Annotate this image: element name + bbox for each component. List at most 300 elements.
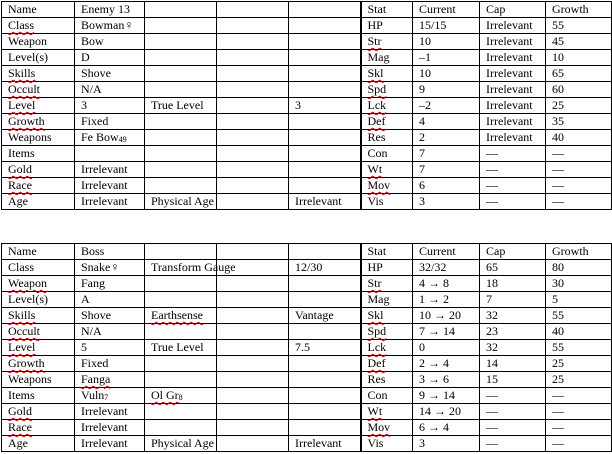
row-value [289, 66, 361, 82]
cell-text: 32/32 [419, 260, 447, 274]
row-value [75, 308, 145, 324]
cell-text: Snake♀ [81, 260, 120, 274]
cell-text: — [486, 194, 498, 208]
table-row [2, 372, 612, 388]
row-value [145, 162, 217, 178]
cell-text: Name [8, 2, 37, 16]
cell-text: Irrelevant [81, 436, 128, 450]
row-value [75, 98, 145, 114]
stat-current [413, 260, 480, 276]
stat-current [413, 178, 480, 194]
row-value [217, 388, 289, 404]
stat-current [413, 98, 480, 114]
subscript-value: 8 [178, 393, 183, 402]
enemy-13-stat-table [1, 1, 612, 210]
row-label [2, 292, 75, 308]
row-value [145, 276, 217, 292]
cell-text: Growth [552, 244, 589, 258]
cell-text: Irrelevant [486, 18, 533, 32]
cell-text: 7 [419, 162, 425, 176]
row-value [145, 292, 217, 308]
stat-growth [546, 404, 612, 420]
subscript-value: 49 [118, 135, 127, 144]
row-value [145, 18, 217, 34]
stat-name [361, 356, 413, 372]
cell-text: Level [8, 98, 36, 112]
cell-text: Physical Age [151, 194, 214, 208]
table-row [2, 388, 612, 404]
stat-current [413, 2, 480, 18]
stat-name [361, 404, 413, 420]
row-label [2, 50, 75, 66]
row-value [217, 162, 289, 178]
row-value [289, 130, 361, 146]
cell-text: — [486, 420, 498, 434]
row-label [2, 420, 75, 436]
stat-current [413, 244, 480, 260]
cell-text: Cap [486, 244, 506, 258]
stat-cap [480, 82, 546, 98]
stat-cap [480, 404, 546, 420]
row-value [217, 18, 289, 34]
row-value [75, 130, 145, 146]
cell-text: Irrelevant [486, 130, 533, 144]
stat-current [413, 404, 480, 420]
stat-growth [546, 340, 612, 356]
stat-cap [480, 372, 546, 388]
row-value [75, 66, 145, 82]
row-value [145, 66, 217, 82]
cell-text: Weapon [8, 34, 48, 48]
cell-text: Skills [8, 308, 36, 322]
cell-text: N/A [81, 82, 102, 96]
cell-text: Spd [367, 324, 387, 338]
cell-text: Wt [367, 404, 383, 418]
cell-text: True Level [151, 340, 204, 354]
cell-text: — [486, 146, 498, 160]
cell-text: Gold [8, 404, 32, 418]
cell-text: Skl [367, 308, 384, 322]
cell-text: 35 [552, 114, 564, 128]
row-value [145, 404, 217, 420]
table-row [2, 162, 612, 178]
stat-name [361, 420, 413, 436]
cell-text: Irrelevant [81, 162, 128, 176]
row-label [2, 178, 75, 194]
row-value [145, 34, 217, 50]
cell-text: Current [419, 244, 456, 258]
stat-growth [546, 260, 612, 276]
cell-text: Irrelevant [486, 66, 533, 80]
row-value [145, 420, 217, 436]
cell-text: Growth [8, 114, 45, 128]
cell-text: Ol Gr [151, 388, 179, 402]
stat-name [361, 34, 413, 50]
stat-growth [546, 436, 612, 452]
stat-growth [546, 356, 612, 372]
cell-text: 3 [419, 194, 425, 208]
stat-name [361, 372, 413, 388]
cell-text: 3 [419, 436, 425, 450]
row-value [145, 388, 217, 404]
stat-growth [546, 292, 612, 308]
stat-growth [546, 244, 612, 260]
stat-cap [480, 292, 546, 308]
stat-name [361, 260, 413, 276]
stat-name [361, 2, 413, 18]
cell-text: Irrelevant [81, 194, 128, 208]
row-value [75, 82, 145, 98]
stat-growth [546, 324, 612, 340]
cell-text: Vuln [81, 388, 105, 402]
row-value [289, 308, 361, 324]
stat-growth [546, 372, 612, 388]
stat-growth [546, 308, 612, 324]
cell-text: Skl [367, 66, 384, 80]
cell-text: 7 [486, 292, 492, 306]
cell-text: Boss [81, 244, 105, 258]
cell-text: 1 → 2 [419, 292, 449, 306]
stat-name [361, 292, 413, 308]
row-value [145, 2, 217, 18]
row-value [75, 146, 145, 162]
cell-text: 15 [486, 372, 498, 386]
row-value [289, 50, 361, 66]
row-value [217, 436, 289, 452]
cell-text: 6 [419, 178, 425, 192]
cell-text: Def [367, 114, 386, 128]
stat-growth [546, 18, 612, 34]
cell-text: Vis [367, 194, 384, 208]
cell-text: Level(s) [8, 292, 48, 306]
stat-growth [546, 194, 612, 210]
row-value [289, 114, 361, 130]
stat-current [413, 308, 480, 324]
stat-name [361, 436, 413, 452]
cell-text: Vantage [295, 308, 334, 322]
cell-text: 7.5 [295, 340, 310, 354]
stat-current [413, 34, 480, 50]
stat-cap [480, 146, 546, 162]
stat-cap [480, 308, 546, 324]
cell-text: Str [367, 276, 382, 290]
cell-text: Def [367, 356, 386, 370]
cell-text: Spd [367, 82, 387, 96]
cell-text: — [552, 420, 564, 434]
cell-text: 25 [552, 372, 564, 386]
stat-current [413, 292, 480, 308]
row-label [2, 34, 75, 50]
stat-growth [546, 82, 612, 98]
cell-text: N/A [81, 324, 102, 338]
stat-current [413, 324, 480, 340]
table-row [2, 194, 612, 210]
cell-text: Skills [8, 66, 36, 80]
row-value [145, 308, 217, 324]
cell-text: Irrelevant [81, 420, 128, 434]
table-row [2, 98, 612, 114]
table-row [2, 66, 612, 82]
row-value [217, 194, 289, 210]
row-value [145, 194, 217, 210]
row-value [289, 324, 361, 340]
cell-text: Irrelevant [295, 194, 342, 208]
row-value [75, 340, 145, 356]
cell-text: Cap [486, 2, 506, 16]
row-value [289, 436, 361, 452]
row-label [2, 162, 75, 178]
row-value [289, 404, 361, 420]
row-value [217, 308, 289, 324]
cell-text: 30 [552, 276, 564, 290]
row-value [217, 324, 289, 340]
cell-text: — [486, 404, 498, 418]
stat-current [413, 194, 480, 210]
row-value [289, 82, 361, 98]
row-value [289, 18, 361, 34]
stat-name [361, 244, 413, 260]
cell-text: 2 [419, 130, 425, 144]
cell-text: Irrelevant [81, 404, 128, 418]
table-row [2, 276, 612, 292]
table-row [2, 260, 612, 276]
stat-growth [546, 2, 612, 18]
row-value [289, 244, 361, 260]
row-value [217, 50, 289, 66]
row-value [75, 276, 145, 292]
row-value [289, 292, 361, 308]
row-value [75, 194, 145, 210]
row-value [75, 114, 145, 130]
boss-stat-table [1, 243, 612, 452]
cell-text: Mov [367, 178, 391, 192]
stat-name [361, 276, 413, 292]
cell-text: 10 → 20 [419, 308, 461, 322]
stat-cap [480, 18, 546, 34]
row-value [145, 50, 217, 66]
row-value [145, 324, 217, 340]
row-value [217, 292, 289, 308]
cell-text: Growth [552, 2, 589, 16]
stat-growth [546, 114, 612, 130]
row-value [289, 420, 361, 436]
cell-text: — [552, 436, 564, 450]
subscript-value: 7 [104, 393, 109, 402]
table-row [2, 2, 612, 18]
row-label [2, 98, 75, 114]
stat-current [413, 18, 480, 34]
cell-text: 4 → 8 [419, 276, 449, 290]
stat-current [413, 130, 480, 146]
cell-text: 2 → 4 [419, 356, 449, 370]
stat-name [361, 340, 413, 356]
stat-cap [480, 260, 546, 276]
row-label [2, 356, 75, 372]
cell-text: Weapon [8, 276, 48, 290]
stat-cap [480, 2, 546, 18]
stat-name [361, 98, 413, 114]
cell-text: Current [419, 2, 456, 16]
cell-text: Irrelevant [486, 50, 533, 64]
cell-text: 5 [81, 340, 87, 354]
cell-text: Fanga [81, 372, 111, 386]
row-value [75, 2, 145, 18]
row-value [145, 146, 217, 162]
row-value [217, 178, 289, 194]
cell-text: 45 [552, 34, 564, 48]
row-value [75, 162, 145, 178]
row-label [2, 194, 75, 210]
cell-text: Con [367, 388, 388, 402]
row-value [289, 146, 361, 162]
stat-current [413, 372, 480, 388]
cell-text: Stat [367, 244, 387, 258]
stat-current [413, 66, 480, 82]
row-label [2, 260, 75, 276]
cell-text: 15/15 [419, 18, 447, 32]
cell-text: Bowman♀ [81, 18, 134, 32]
stat-current [413, 340, 480, 356]
cell-text: 23 [486, 324, 498, 338]
row-value [289, 162, 361, 178]
cell-text: Fang [81, 276, 105, 290]
stat-growth [546, 420, 612, 436]
cell-text: Earthsense [151, 308, 203, 322]
stat-cap [480, 178, 546, 194]
cell-text: Items [8, 388, 35, 402]
cell-text: Con [367, 146, 388, 160]
stat-cap [480, 356, 546, 372]
row-value [217, 66, 289, 82]
stat-growth [546, 98, 612, 114]
cell-text: — [552, 388, 564, 402]
stat-cap [480, 130, 546, 146]
row-value [75, 244, 145, 260]
stat-growth [546, 66, 612, 82]
cell-text: Stat [367, 2, 387, 16]
row-value [289, 178, 361, 194]
cell-text: 9 [419, 82, 425, 96]
row-label [2, 388, 75, 404]
cell-text: Growth [8, 356, 45, 370]
stat-growth [546, 146, 612, 162]
stat-current [413, 146, 480, 162]
table-row [2, 130, 612, 146]
cell-text: — [552, 178, 564, 192]
stat-cap [480, 436, 546, 452]
table-row [2, 146, 612, 162]
row-value [75, 50, 145, 66]
stat-cap [480, 194, 546, 210]
cell-text: — [552, 194, 564, 208]
row-value [75, 34, 145, 50]
row-value [145, 260, 236, 276]
row-value [289, 194, 361, 210]
stat-name [361, 82, 413, 98]
stat-name [361, 194, 413, 210]
row-value [75, 178, 145, 194]
cell-text: — [552, 146, 564, 160]
stat-growth [546, 178, 612, 194]
cell-text: Level [8, 340, 36, 354]
row-value [75, 292, 145, 308]
cell-text: Enemy 13 [81, 2, 130, 16]
stat-growth [546, 130, 612, 146]
cell-text: Fixed [81, 114, 109, 128]
cell-text: –2 [419, 98, 431, 112]
cell-text: Wt [367, 162, 383, 176]
table-row [2, 292, 612, 308]
cell-text: Irrelevant [486, 34, 533, 48]
stat-cap [480, 276, 546, 292]
table-row [2, 18, 612, 34]
cell-text: — [486, 178, 498, 192]
cell-text: 55 [552, 340, 564, 354]
stat-current [413, 276, 480, 292]
cell-text: HP [367, 18, 383, 32]
cell-text: 40 [552, 130, 564, 144]
row-value [217, 130, 289, 146]
stat-name [361, 308, 413, 324]
cell-text: True Level [151, 98, 204, 112]
cell-text: 65 [552, 66, 564, 80]
stat-current [413, 162, 480, 178]
cell-text: A [81, 292, 90, 306]
cell-text: Mag [367, 50, 390, 64]
cell-text: Occult [8, 324, 40, 338]
cell-text: Age [8, 436, 28, 450]
row-value [217, 420, 289, 436]
cell-text: Gold [8, 162, 32, 176]
row-label [2, 114, 75, 130]
cell-text: Irrelevant [486, 82, 533, 96]
row-value [289, 340, 361, 356]
cell-text: 9 → 14 [419, 388, 455, 402]
row-value [145, 372, 217, 388]
row-value [145, 98, 217, 114]
row-label [2, 130, 75, 146]
cell-text: — [486, 436, 498, 450]
row-label [2, 18, 75, 34]
cell-text: Irrelevant [486, 98, 533, 112]
row-value [75, 420, 145, 436]
row-value [217, 114, 289, 130]
table-row [2, 340, 612, 356]
row-value [289, 372, 361, 388]
row-value [289, 98, 361, 114]
stat-name [361, 18, 413, 34]
table-row [2, 34, 612, 50]
cell-text: Name [8, 244, 37, 258]
cell-text: 3 [295, 98, 301, 112]
row-value [75, 356, 145, 372]
stat-current [413, 356, 480, 372]
row-value [217, 356, 289, 372]
cell-text: 60 [552, 82, 564, 96]
cell-text: Weapons [8, 372, 52, 386]
row-value [217, 98, 289, 114]
row-label [2, 66, 75, 82]
table-row [2, 404, 612, 420]
row-value [217, 146, 289, 162]
cell-text: Fixed [81, 356, 109, 370]
row-value [75, 404, 145, 420]
stat-growth [546, 50, 612, 66]
table-row [2, 324, 612, 340]
cell-text: D [81, 50, 90, 64]
cell-text: 3 [81, 98, 87, 112]
row-value [75, 388, 145, 404]
